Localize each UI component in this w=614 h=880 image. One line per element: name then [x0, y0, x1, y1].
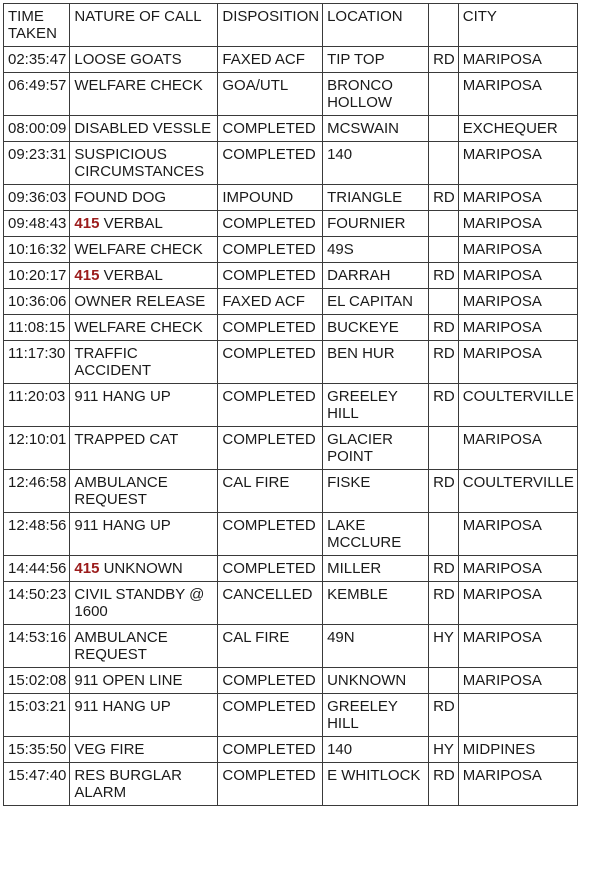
disposition-cell: COMPLETED	[218, 427, 323, 470]
time-cell: 14:53:16	[4, 625, 70, 668]
city-cell: COULTERVILLE	[458, 384, 577, 427]
disposition-cell: COMPLETED	[218, 556, 323, 582]
location-cell: FOURNIER	[323, 211, 429, 237]
suffix-cell	[429, 237, 459, 263]
nature-cell	[70, 763, 218, 806]
city-cell: COULTERVILLE	[458, 470, 577, 513]
city-cell: MARIPOSA	[458, 315, 577, 341]
time-cell: 15:35:50	[4, 737, 70, 763]
location-cell: 140	[323, 142, 429, 185]
call-log-page	[3, 3, 578, 806]
table-row	[4, 513, 578, 556]
city-cell: MARIPOSA	[458, 211, 577, 237]
time-cell: 12:46:58	[4, 470, 70, 513]
call-code: 415	[74, 215, 100, 232]
location-cell: E WHITLOCK	[323, 763, 429, 806]
time-cell: 06:49:57	[4, 73, 70, 116]
nature-text: WELFARE CHECK	[74, 241, 203, 258]
nature-cell	[70, 315, 218, 341]
nature-cell	[70, 384, 218, 427]
location-cell: GREELEY HILL	[323, 384, 429, 427]
suffix-cell	[429, 513, 459, 556]
city-cell	[458, 694, 577, 737]
location-cell: MCSWAIN	[323, 116, 429, 142]
nature-text: OWNER RELEASE	[74, 293, 206, 310]
disposition-cell: COMPLETED	[218, 263, 323, 289]
nature-cell	[70, 211, 218, 237]
disposition-cell: COMPLETED	[218, 763, 323, 806]
city-cell: MARIPOSA	[458, 582, 577, 625]
time-cell: 10:36:06	[4, 289, 70, 315]
table-row	[4, 737, 578, 763]
disposition-cell: COMPLETED	[218, 668, 323, 694]
header-location: LOCATION	[323, 4, 429, 47]
suffix-cell	[429, 142, 459, 185]
time-cell: 02:35:47	[4, 47, 70, 73]
nature-text: 911 HANG UP	[74, 698, 171, 715]
table-row	[4, 47, 578, 73]
header-suffix	[429, 4, 459, 47]
table-row	[4, 237, 578, 263]
nature-text: VEG FIRE	[74, 741, 145, 758]
time-cell: 11:20:03	[4, 384, 70, 427]
location-cell: MILLER	[323, 556, 429, 582]
nature-cell	[70, 737, 218, 763]
location-cell: TIP TOP	[323, 47, 429, 73]
disposition-cell: COMPLETED	[218, 694, 323, 737]
header-city: CITY	[458, 4, 577, 47]
disposition-cell: GOA/UTL	[218, 73, 323, 116]
call-code: 415	[74, 267, 100, 284]
location-cell: BUCKEYE	[323, 315, 429, 341]
nature-text: TRAPPED CAT	[74, 431, 179, 448]
suffix-cell: RD	[429, 341, 459, 384]
nature-cell	[70, 625, 218, 668]
time-cell: 14:50:23	[4, 582, 70, 625]
nature-cell	[70, 341, 218, 384]
location-cell: 49N	[323, 625, 429, 668]
nature-text: WELFARE CHECK	[74, 319, 203, 336]
table-row	[4, 315, 578, 341]
time-cell: 15:03:21	[4, 694, 70, 737]
nature-cell	[70, 694, 218, 737]
city-cell: MARIPOSA	[458, 341, 577, 384]
time-cell: 11:08:15	[4, 315, 70, 341]
suffix-cell: HY	[429, 737, 459, 763]
time-cell: 12:10:01	[4, 427, 70, 470]
suffix-cell: RD	[429, 315, 459, 341]
city-cell: MARIPOSA	[458, 185, 577, 211]
header-disposition: DISPOSITION	[218, 4, 323, 47]
suffix-cell: RD	[429, 263, 459, 289]
time-cell: 14:44:56	[4, 556, 70, 582]
table-row	[4, 142, 578, 185]
disposition-cell: COMPLETED	[218, 737, 323, 763]
table-row	[4, 668, 578, 694]
time-cell: 11:17:30	[4, 341, 70, 384]
nature-text: 911 HANG UP	[74, 388, 171, 405]
city-cell: EXCHEQUER	[458, 116, 577, 142]
suffix-cell: RD	[429, 582, 459, 625]
nature-text: VERBAL	[99, 267, 163, 284]
nature-cell	[70, 116, 218, 142]
city-cell: MARIPOSA	[458, 513, 577, 556]
nature-text: AMBULANCE REQUEST	[74, 629, 168, 663]
nature-text: 911 HANG UP	[74, 517, 171, 534]
nature-cell	[70, 556, 218, 582]
time-cell: 08:00:09	[4, 116, 70, 142]
nature-cell	[70, 142, 218, 185]
disposition-cell: COMPLETED	[218, 211, 323, 237]
table-row	[4, 341, 578, 384]
nature-cell	[70, 668, 218, 694]
header-row	[4, 4, 578, 47]
disposition-cell: IMPOUND	[218, 185, 323, 211]
disposition-cell: COMPLETED	[218, 142, 323, 185]
disposition-cell: COMPLETED	[218, 315, 323, 341]
time-cell: 15:02:08	[4, 668, 70, 694]
city-cell: MARIPOSA	[458, 142, 577, 185]
table-row	[4, 763, 578, 806]
location-cell: KEMBLE	[323, 582, 429, 625]
suffix-cell: RD	[429, 185, 459, 211]
table-row	[4, 263, 578, 289]
location-cell: 140	[323, 737, 429, 763]
suffix-cell	[429, 427, 459, 470]
location-cell: BEN HUR	[323, 341, 429, 384]
time-cell: 09:23:31	[4, 142, 70, 185]
disposition-cell: CAL FIRE	[218, 470, 323, 513]
location-cell: BRONCO HOLLOW	[323, 73, 429, 116]
disposition-cell: COMPLETED	[218, 237, 323, 263]
location-cell: FISKE	[323, 470, 429, 513]
nature-cell	[70, 263, 218, 289]
nature-text: FOUND DOG	[74, 189, 167, 206]
suffix-cell: RD	[429, 47, 459, 73]
nature-text: AMBULANCE REQUEST	[74, 474, 168, 508]
city-cell: MARIPOSA	[458, 237, 577, 263]
suffix-cell	[429, 116, 459, 142]
time-cell: 10:20:17	[4, 263, 70, 289]
city-cell: MARIPOSA	[458, 289, 577, 315]
header-time: TIME TAKEN	[4, 4, 70, 47]
disposition-cell: FAXED ACF	[218, 289, 323, 315]
location-cell: GREELEY HILL	[323, 694, 429, 737]
header-nature: NATURE OF CALL	[70, 4, 218, 47]
nature-text: RES BURGLAR ALARM	[74, 767, 182, 801]
time-cell: 09:48:43	[4, 211, 70, 237]
city-cell: MARIPOSA	[458, 556, 577, 582]
city-cell: MARIPOSA	[458, 763, 577, 806]
time-cell: 15:47:40	[4, 763, 70, 806]
nature-text: CIVIL STANDBY @ 1600	[74, 586, 205, 620]
location-cell: TRIANGLE	[323, 185, 429, 211]
table-row	[4, 556, 578, 582]
suffix-cell: RD	[429, 556, 459, 582]
nature-text: DISABLED VESSLE	[74, 120, 212, 137]
nature-cell	[70, 47, 218, 73]
location-cell: 49S	[323, 237, 429, 263]
city-cell: MARIPOSA	[458, 427, 577, 470]
nature-text: 911 OPEN LINE	[74, 672, 183, 689]
nature-cell	[70, 185, 218, 211]
suffix-cell: RD	[429, 694, 459, 737]
disposition-cell: COMPLETED	[218, 116, 323, 142]
table-row	[4, 73, 578, 116]
table-row	[4, 582, 578, 625]
table-row	[4, 625, 578, 668]
disposition-cell: FAXED ACF	[218, 47, 323, 73]
disposition-cell: COMPLETED	[218, 513, 323, 556]
time-cell: 12:48:56	[4, 513, 70, 556]
nature-cell	[70, 582, 218, 625]
table-row	[4, 289, 578, 315]
call-log-table	[3, 3, 578, 806]
time-cell: 10:16:32	[4, 237, 70, 263]
nature-text: TRAFFIC ACCIDENT	[74, 345, 152, 379]
nature-text: SUSPICIOUS CIRCUMSTANCES	[74, 146, 205, 180]
city-cell: MARIPOSA	[458, 625, 577, 668]
disposition-cell: COMPLETED	[218, 341, 323, 384]
city-cell: MARIPOSA	[458, 668, 577, 694]
nature-cell	[70, 427, 218, 470]
nature-text: WELFARE CHECK	[74, 77, 203, 94]
table-row	[4, 116, 578, 142]
disposition-cell: CAL FIRE	[218, 625, 323, 668]
time-cell: 09:36:03	[4, 185, 70, 211]
nature-cell	[70, 513, 218, 556]
table-row	[4, 185, 578, 211]
table-row	[4, 427, 578, 470]
location-cell: DARRAH	[323, 263, 429, 289]
location-cell: EL CAPITAN	[323, 289, 429, 315]
nature-text: VERBAL	[99, 215, 163, 232]
suffix-cell	[429, 289, 459, 315]
nature-text: UNKNOWN	[99, 560, 183, 577]
nature-text: LOOSE GOATS	[74, 51, 182, 68]
city-cell: MIDPINES	[458, 737, 577, 763]
city-cell: MARIPOSA	[458, 263, 577, 289]
city-cell: MARIPOSA	[458, 47, 577, 73]
suffix-cell	[429, 668, 459, 694]
location-cell: LAKE MCCLURE	[323, 513, 429, 556]
disposition-cell: COMPLETED	[218, 384, 323, 427]
disposition-cell: CANCELLED	[218, 582, 323, 625]
city-cell: MARIPOSA	[458, 73, 577, 116]
call-code: 415	[74, 560, 100, 577]
table-row	[4, 470, 578, 513]
nature-cell	[70, 73, 218, 116]
location-cell: UNKNOWN	[323, 668, 429, 694]
suffix-cell	[429, 211, 459, 237]
suffix-cell: HY	[429, 625, 459, 668]
nature-cell	[70, 470, 218, 513]
table-row	[4, 694, 578, 737]
suffix-cell: RD	[429, 763, 459, 806]
suffix-cell: RD	[429, 384, 459, 427]
suffix-cell: RD	[429, 470, 459, 513]
suffix-cell	[429, 73, 459, 116]
location-cell: GLACIER POINT	[323, 427, 429, 470]
nature-cell	[70, 289, 218, 315]
nature-cell	[70, 237, 218, 263]
table-row	[4, 211, 578, 237]
table-row	[4, 384, 578, 427]
